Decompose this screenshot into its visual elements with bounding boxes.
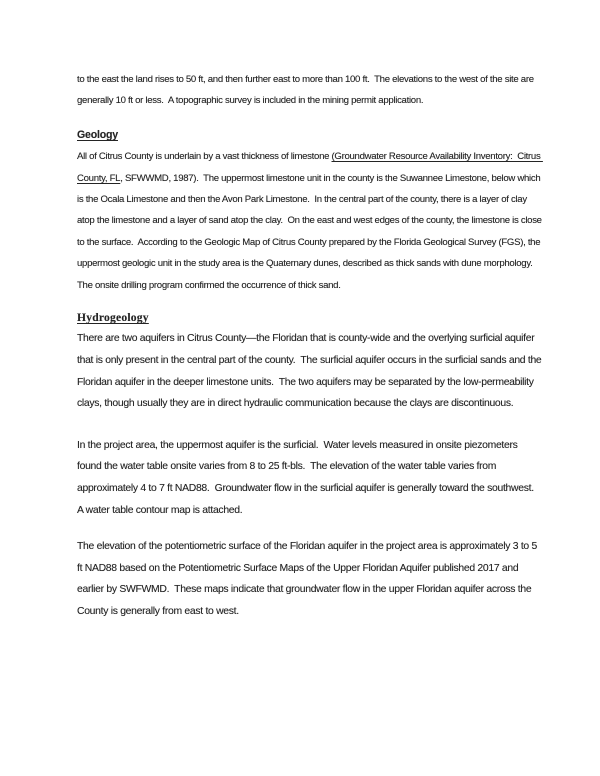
section-heading-geology bbox=[77, 125, 542, 146]
paragraph bbox=[77, 146, 545, 296]
paragraph bbox=[77, 536, 542, 622]
text-run: , SFWWMD, 1987). The uppermost limestone unit in the county is the Suwannee Limestone, below which is the Ocala Limestone and then the Avon Park Limestone. In the central part of the county, there is a layer of clay atop the limestone and a layer of sand atop the clay. On the east and west edges of the county, the limestone is close to the surface. According to the Geologic Map of Citrus County prepared by the Florida Geological Survey (FGS), the uppermost geologic unit in the study area is the Quaternary dunes, described as thick sands with dune morphology. The onsite drilling program confirmed the occurrence of thick sand. bbox=[77, 172, 545, 291]
text-run: There are two aquifers in Citrus County—the Floridan that is county-wide and the overlying surficial aquifer that is only present in the central part of the county. The surficial aquifer occurs in the surficial sands and the Floridan aquifer in the deeper limestone units. The two aquifers may be separated by the low-permeability clays, though usually they are in direct hydraulic communication because the clays are discontinuous. bbox=[77, 333, 545, 410]
document-body bbox=[77, 69, 545, 623]
underlined-text-run: Hydrogeology bbox=[77, 311, 149, 325]
paragraph bbox=[77, 69, 542, 112]
paragraph bbox=[77, 328, 545, 414]
section-heading-hydrogeology bbox=[77, 307, 542, 328]
underlined-text-run: (Groundwater Resource Availability Inventory: Citrus County, FL bbox=[77, 151, 543, 184]
text-run: The elevation of the potentiometric surface of the Floridan aquifer in the project area is approximately 3 to 5 ft NAD88 based on the Potentiometric Surface Maps of the Upper Floridan Aquifer published 2017 and earlier by SWFWMD. These maps indicate that groundwater flow in the upper Floridan aquifer across the County is generally from east to west. bbox=[77, 541, 540, 617]
underlined-text-run: Geology bbox=[77, 128, 118, 141]
paragraph bbox=[77, 435, 542, 521]
text-run: In the project area, the uppermost aquifer is the surficial. Water levels measured in onsite piezometers found the water table onsite varies from 8 to 25 ft-bls. The elevation of the water table varies from approximately 4 to 7 ft NAD88. Groundwater flow in the surficial aquifer is generally toward the southwest. A water table contour map is attached. bbox=[77, 439, 539, 516]
text-run: to the east the land rises to 50 ft, and then further east to more than 100 ft. The elevations to the west of the site are generally 10 ft or less. A topographic survey is included in the mining permit application. bbox=[77, 74, 537, 107]
text-run: All of Citrus County is underlain by a vast thickness of limestone bbox=[77, 151, 332, 163]
